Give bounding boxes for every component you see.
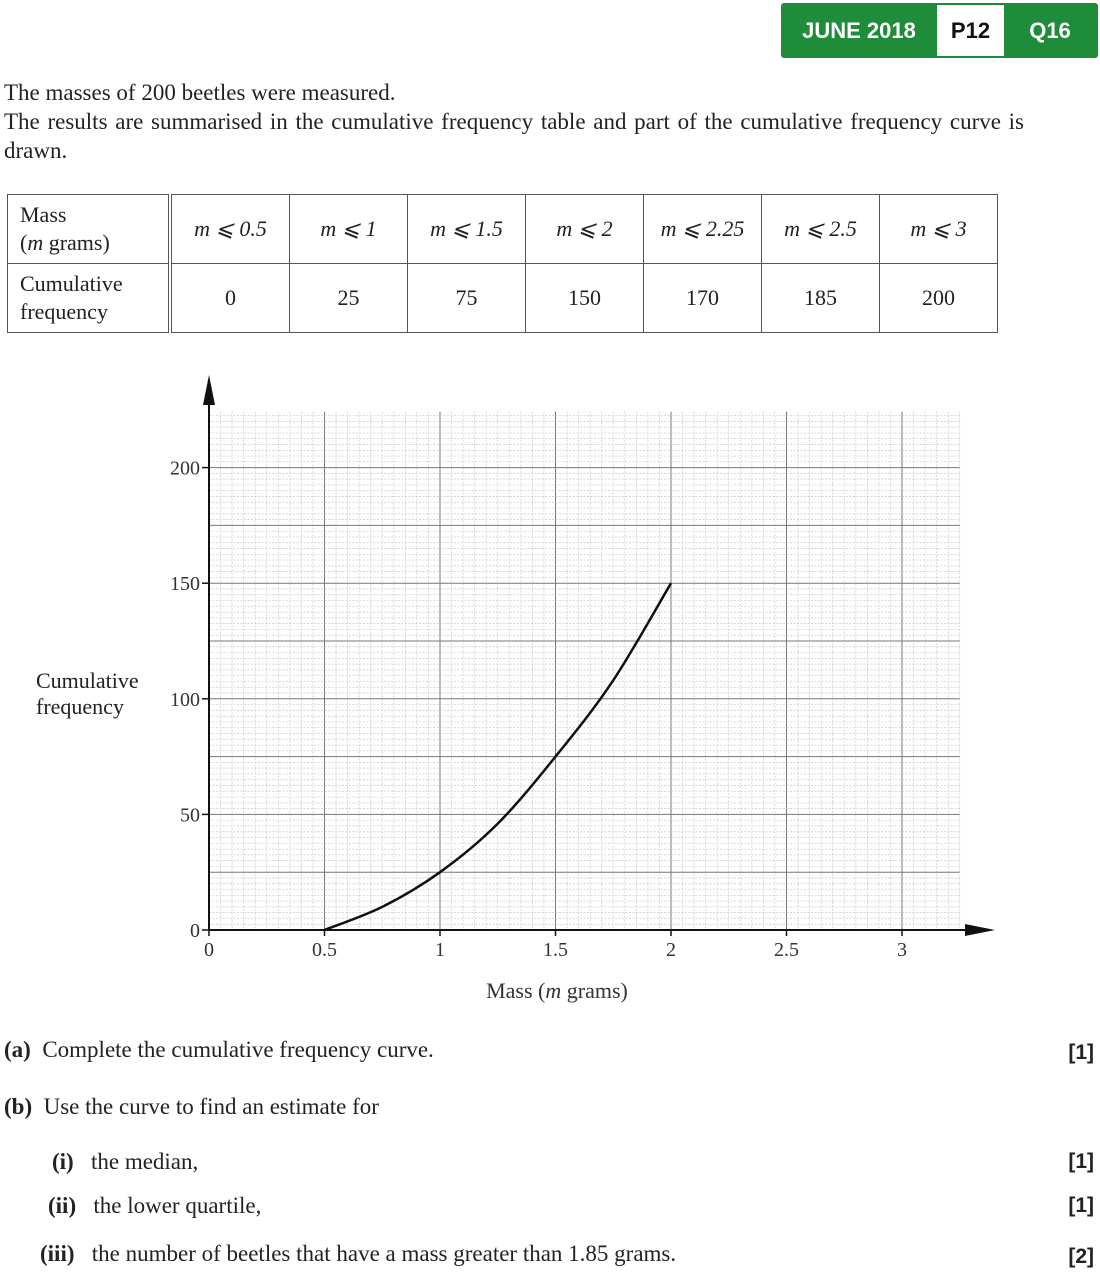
y-tick-label: 50 bbox=[180, 804, 200, 827]
frequency-cell: 185 bbox=[762, 264, 880, 333]
question-b-i-label: (i) bbox=[52, 1149, 74, 1174]
intro-text bbox=[4, 78, 1024, 165]
question-b-i bbox=[52, 1149, 198, 1175]
y-tick-label: 100 bbox=[170, 688, 200, 711]
exam-paper: P12 bbox=[937, 5, 1004, 56]
mass-cell: m ⩽ 1.5 bbox=[408, 195, 526, 264]
mass-header-line-1: Mass bbox=[20, 202, 67, 227]
mass-header-line-2: (m grams) bbox=[20, 230, 110, 255]
question-a-marks: [1] bbox=[1068, 1041, 1094, 1064]
mass-cell: m ⩽ 3 bbox=[880, 195, 998, 264]
question-b-iii-label: (iii) bbox=[40, 1241, 75, 1266]
question-b-iii bbox=[40, 1241, 676, 1267]
frequency-header-line-1: Cumulative bbox=[20, 271, 123, 296]
table-row-frequency bbox=[8, 264, 998, 333]
mass-row-header bbox=[8, 195, 171, 264]
frequency-cell: 150 bbox=[526, 264, 644, 333]
frequency-cell: 75 bbox=[408, 264, 526, 333]
question-b-ii-label: (ii) bbox=[48, 1193, 77, 1218]
cumulative-frequency-graph bbox=[0, 360, 1100, 1020]
mass-cell: m ⩽ 1 bbox=[290, 195, 408, 264]
question-a-label: (a) bbox=[4, 1037, 31, 1062]
frequency-header-line-2: frequency bbox=[20, 299, 108, 324]
graph-grid bbox=[209, 412, 960, 930]
mass-cell: m ⩽ 2 bbox=[526, 195, 644, 264]
question-b-ii-marks: [1] bbox=[1068, 1194, 1094, 1217]
question-b-i-marks: [1] bbox=[1068, 1150, 1094, 1173]
question-number: Q16 bbox=[1029, 17, 1071, 43]
x-tick-label: 1 bbox=[435, 939, 445, 961]
question-b-ii bbox=[48, 1193, 261, 1219]
question-b-label: (b) bbox=[4, 1094, 33, 1119]
question-b-iii-marks: [2] bbox=[1068, 1245, 1094, 1268]
question-b-ii-text: the lower quartile, bbox=[93, 1193, 262, 1218]
question-b-i-text: the median, bbox=[90, 1149, 199, 1174]
x-axis-label: Mass (m grams) bbox=[486, 978, 628, 1003]
question-b-iii-text: the number of beetles that have a mass greater than 1.85 grams. bbox=[91, 1241, 677, 1266]
frequency-cell: 25 bbox=[290, 264, 408, 333]
frequency-cell: 200 bbox=[880, 264, 998, 333]
x-tick-label: 0 bbox=[204, 939, 214, 961]
y-axis-arrow-icon bbox=[203, 375, 215, 405]
frequency-cell: 0 bbox=[170, 264, 290, 333]
x-axis-arrow-icon bbox=[965, 924, 995, 936]
x-tick-label: 3 bbox=[897, 939, 907, 961]
exam-session: JUNE 2018 bbox=[802, 17, 916, 43]
y-tick-label: 150 bbox=[170, 573, 200, 596]
y-tick-label: 200 bbox=[170, 457, 200, 480]
mass-cell: m ⩽ 0.5 bbox=[170, 195, 290, 264]
question-b bbox=[4, 1094, 379, 1120]
x-tick-label: 2 bbox=[666, 939, 676, 961]
frequency-row-header bbox=[8, 264, 171, 333]
mass-cell: m ⩽ 2.5 bbox=[762, 195, 880, 264]
x-tick-label: 2.5 bbox=[774, 939, 799, 961]
question-a-text: Complete the cumulative frequency curve. bbox=[42, 1037, 434, 1062]
y-axis-label: Cumulative frequency bbox=[36, 668, 139, 719]
question-a bbox=[4, 1037, 434, 1063]
exam-reference-badge bbox=[781, 3, 1098, 58]
y-tick-label: 0 bbox=[190, 920, 200, 942]
cumulative-frequency-table bbox=[7, 194, 998, 333]
intro-line-1: The masses of 200 beetles were measured. bbox=[4, 80, 396, 105]
intro-line-2: The results are summarised in the cumulative frequency table and part of the cumulative frequency curve is drawn. bbox=[4, 109, 1024, 163]
x-tick-label: 1.5 bbox=[543, 939, 568, 961]
frequency-cell: 170 bbox=[644, 264, 762, 333]
question-b-text: Use the curve to find an estimate for bbox=[43, 1094, 379, 1119]
x-tick-label: 0.5 bbox=[312, 939, 337, 961]
table-row-mass bbox=[8, 195, 998, 264]
mass-cell: m ⩽ 2.25 bbox=[644, 195, 762, 264]
